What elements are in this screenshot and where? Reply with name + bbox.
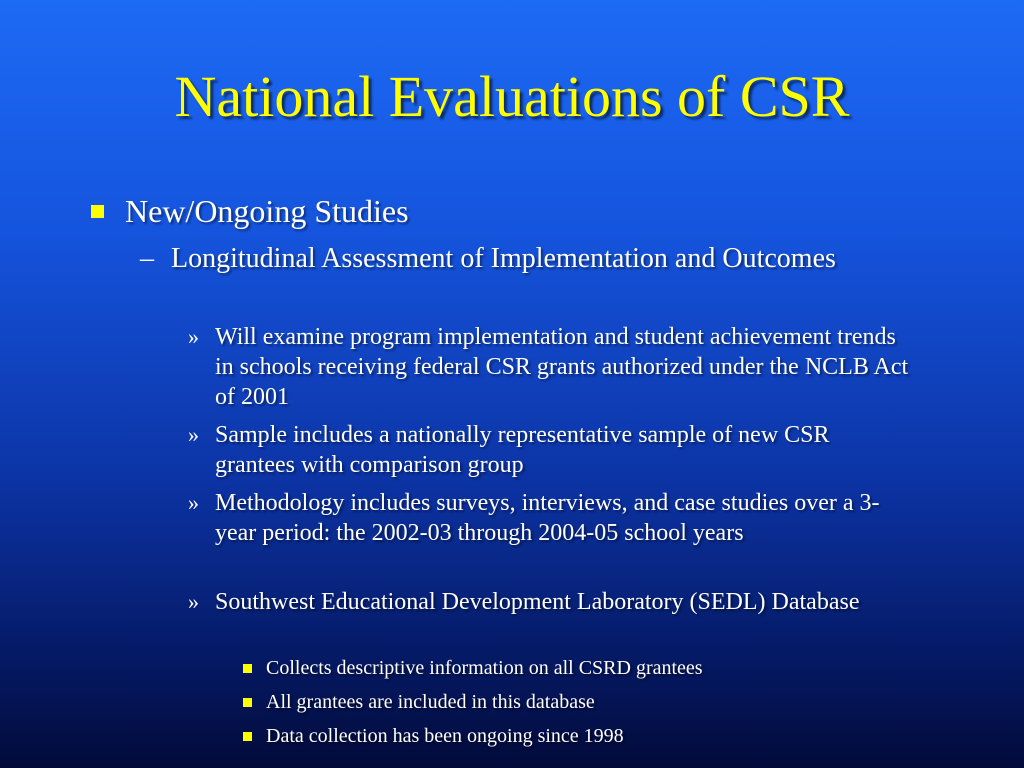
bullet-methodology: Methodology includes surveys, interviews, and case studies over a 3-year period: the 2002-03 through 2004-05 school years (215, 490, 880, 546)
bullet-all-grantees: All grantees are included in this database (266, 691, 595, 713)
bullet-data-collection: Data collection has been ongoing since 1998 (266, 725, 624, 747)
square-bullet-icon (91, 205, 104, 218)
bullet-will-examine: Will examine program implementation and student achievement trends in schools receiving federal CSR grants authorized under the NCLB Act of 2001 (215, 324, 909, 410)
bullet-new-ongoing-studies: New/Ongoing Studies (125, 193, 409, 229)
dash-bullet-icon: – (140, 243, 154, 274)
small-square-bullet-icon (243, 664, 252, 673)
raquo-bullet-icon: » (188, 589, 199, 614)
bullet-collects-descriptive: Collects descriptive information on all CSRD grantees (266, 657, 703, 679)
bullet-sample-includes: Sample includes a nationally representative sample of new CSR grantees with comparison group (215, 422, 830, 478)
small-square-bullet-icon (243, 698, 252, 707)
slide-title: National Evaluations of CSR (174, 64, 850, 129)
bullet-sedl-database: Southwest Educational Development Laboratory (SEDL) Database (215, 589, 860, 615)
raquo-bullet-icon: » (188, 324, 199, 349)
small-square-bullet-icon (243, 732, 252, 741)
raquo-bullet-icon: » (188, 490, 199, 515)
raquo-bullet-icon: » (188, 422, 199, 447)
bullet-longitudinal-assessment: Longitudinal Assessment of Implementation and Outcomes (171, 243, 836, 274)
